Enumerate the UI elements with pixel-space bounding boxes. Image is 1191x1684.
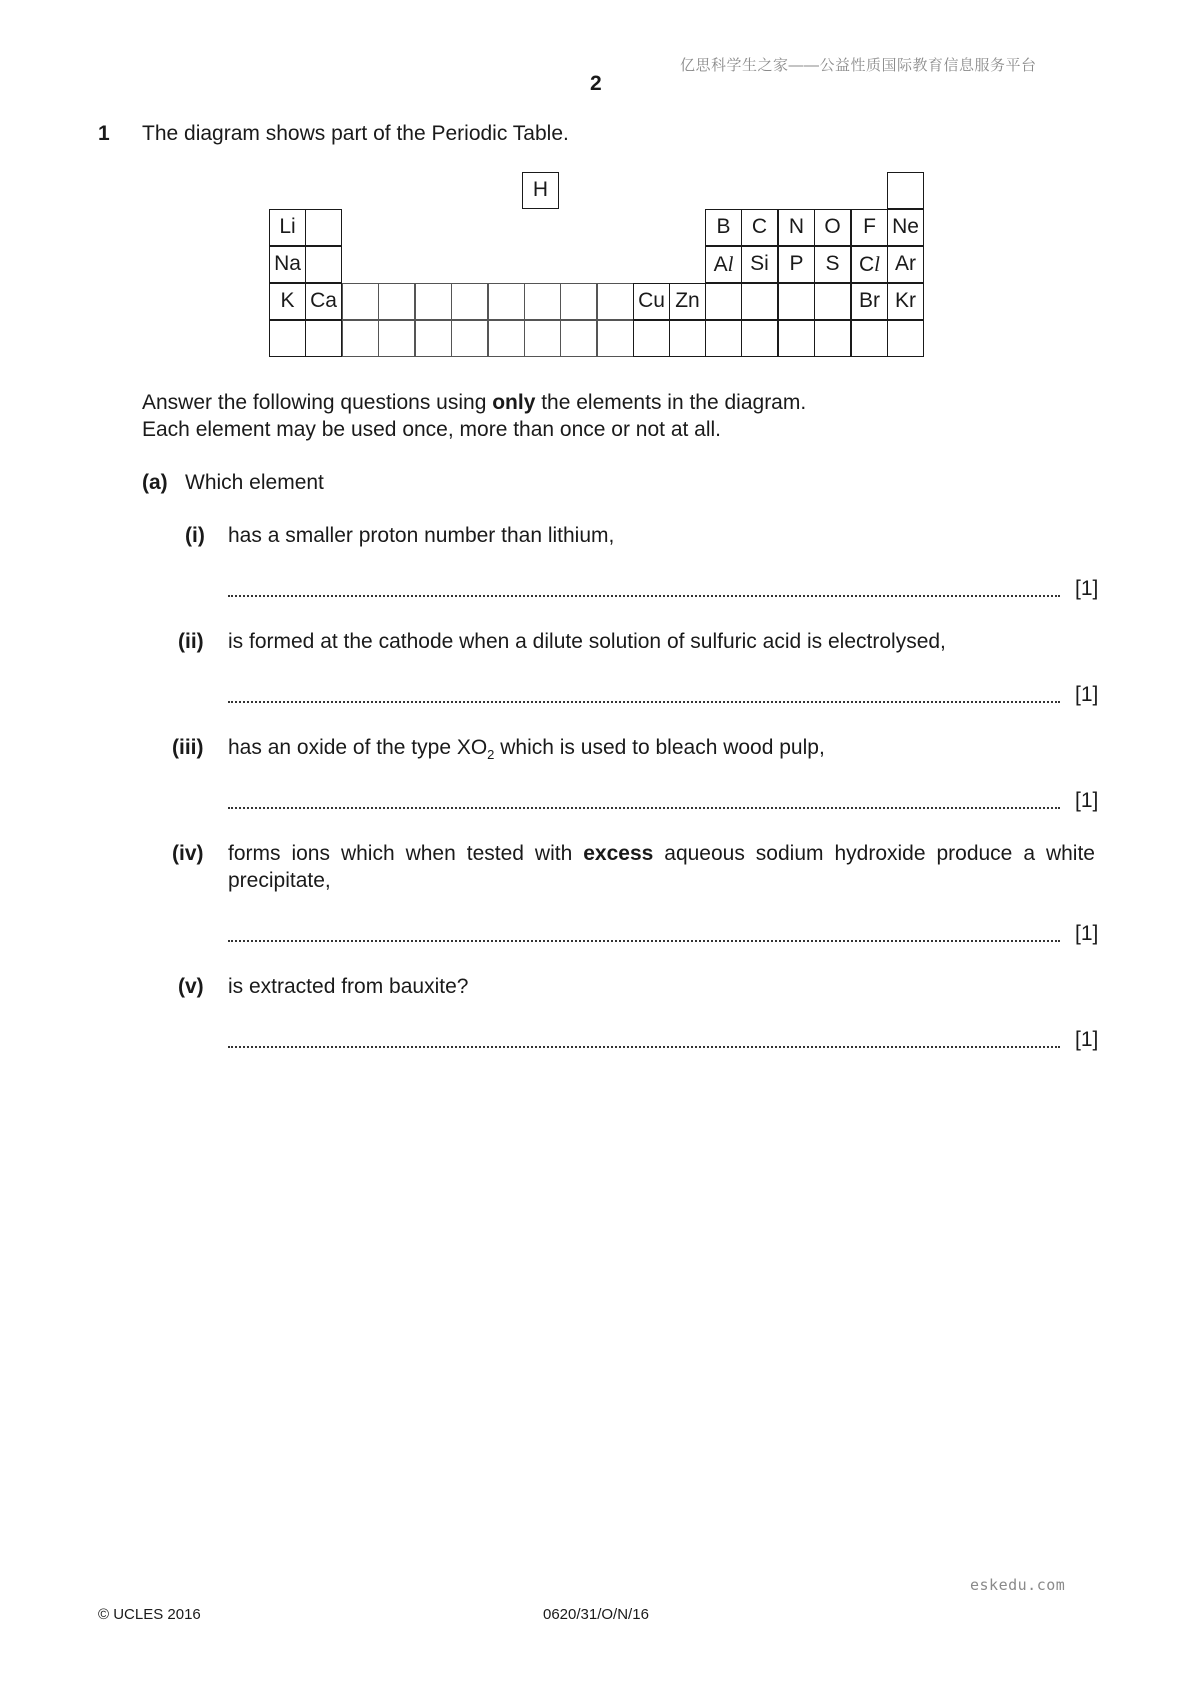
cell-empty [269, 320, 306, 357]
cell-empty [778, 320, 815, 357]
cell-Cl [851, 246, 888, 283]
cell-empty [669, 320, 706, 357]
cell-empty-he [887, 172, 924, 209]
mark-iii: [1] [1075, 789, 1099, 812]
cell-Ca: Ca [305, 283, 342, 320]
item-v-label: (v) [178, 975, 204, 998]
cell-empty [778, 283, 815, 320]
cell-C: C [741, 209, 778, 246]
watermark-header: 亿思科学生之家——公益性质国际教育信息服务平台 [680, 57, 1037, 74]
mark-v: [1] [1075, 1028, 1099, 1051]
cell-B: B [705, 209, 742, 246]
cell-Zn: Zn [669, 283, 706, 320]
item-iii-text-a: has an oxide of the type XO [228, 736, 488, 759]
answer-line-v[interactable] [228, 1022, 1060, 1048]
cell-Si: Si [741, 246, 778, 283]
item-iii-text-b: which is used to bleach wood pulp, [494, 736, 825, 759]
page-number: 2 [590, 72, 602, 95]
item-iii-text [228, 736, 825, 762]
cell-Al-symbol-a: A [713, 253, 728, 276]
cell-empty [851, 320, 888, 357]
cell-Cl-symbol-l: l [874, 252, 880, 276]
item-ii-label: (ii) [178, 630, 204, 653]
question-number: 1 [98, 122, 110, 145]
cell-empty [378, 320, 415, 357]
cell-empty [378, 283, 415, 320]
item-iii-subscript: 2 [487, 747, 495, 763]
part-a-label: (a) [142, 471, 168, 494]
cell-empty [305, 320, 342, 357]
cell-S: S [814, 246, 851, 283]
item-iv-text-continued: precipitate, [228, 869, 331, 892]
answer-line-ii[interactable] [228, 677, 1060, 703]
item-iv-emphasis: excess [583, 842, 654, 865]
cell-Cl-symbol-c: C [858, 253, 875, 276]
cell-empty [560, 283, 597, 320]
cell-empty [633, 320, 670, 357]
instructions-text: the elements in the diagram. [535, 391, 807, 414]
item-i-text: has a smaller proton number than lithium, [228, 524, 615, 547]
cell-empty [705, 283, 742, 320]
cell-P: P [778, 246, 815, 283]
cell-empty [305, 246, 342, 283]
cell-empty [814, 283, 851, 320]
cell-empty [451, 283, 488, 320]
item-i-label: (i) [185, 524, 205, 547]
mark-i: [1] [1075, 577, 1099, 600]
cell-empty [814, 320, 851, 357]
answer-line-iv[interactable] [228, 916, 1060, 942]
cell-empty [524, 320, 561, 357]
cell-F: F [851, 209, 888, 246]
cell-Br: Br [851, 283, 888, 320]
mark-iv: [1] [1075, 922, 1099, 945]
footer-paper-code: 0620/31/O/N/16 [543, 1606, 649, 1623]
item-iv-text [228, 842, 1095, 866]
periodic-table [0, 0, 1191, 360]
cell-empty [524, 283, 561, 320]
cell-empty [342, 283, 379, 320]
instructions-line-1 [142, 391, 806, 415]
cell-empty [342, 320, 379, 357]
cell-Li: Li [269, 209, 306, 246]
cell-Ar: Ar [887, 246, 924, 283]
cell-K: K [269, 283, 306, 320]
item-iii-label: (iii) [172, 736, 204, 759]
footer-copyright: © UCLES 2016 [98, 1606, 201, 1623]
watermark-footer: eskedu.com [970, 1576, 1066, 1594]
cell-empty [488, 320, 525, 357]
item-iv-label: (iv) [172, 842, 204, 865]
cell-empty [741, 320, 778, 357]
cell-Cu: Cu [633, 283, 670, 320]
cell-Kr: Kr [887, 283, 924, 320]
cell-empty [415, 283, 452, 320]
cell-empty [560, 320, 597, 357]
cell-empty [415, 320, 452, 357]
item-iv-text-b: aqueous sodium hydroxide produce a white [653, 842, 1095, 865]
cell-empty [451, 320, 488, 357]
cell-Al [705, 246, 742, 283]
cell-empty [488, 283, 525, 320]
cell-H: H [522, 172, 559, 209]
cell-O: O [814, 209, 851, 246]
cell-Ne: Ne [887, 209, 924, 246]
mark-ii: [1] [1075, 683, 1099, 706]
question-intro: The diagram shows part of the Periodic Table. [142, 122, 569, 145]
cell-empty [741, 283, 778, 320]
cell-empty [597, 283, 634, 320]
item-ii-text: is formed at the cathode when a dilute solution of sulfuric acid is electrolysed, [228, 630, 946, 653]
cell-Al-symbol-l: l [727, 252, 734, 276]
answer-line-i[interactable] [228, 571, 1060, 597]
cell-empty [705, 320, 742, 357]
instructions-line-2: Each element may be used once, more than once or not at all. [142, 418, 722, 441]
answer-line-iii[interactable] [228, 783, 1060, 809]
item-iv-text-a: forms ions which when tested with [228, 842, 584, 865]
cell-empty [887, 320, 924, 357]
part-a-stem: Which element [185, 471, 324, 494]
cell-empty [597, 320, 634, 357]
cell-Na: Na [269, 246, 306, 283]
instructions-emphasis: only [492, 391, 536, 414]
item-v-text: is extracted from bauxite? [228, 975, 469, 998]
cell-empty [305, 209, 342, 246]
instructions-text: Answer the following questions using [142, 391, 493, 414]
cell-N: N [778, 209, 815, 246]
